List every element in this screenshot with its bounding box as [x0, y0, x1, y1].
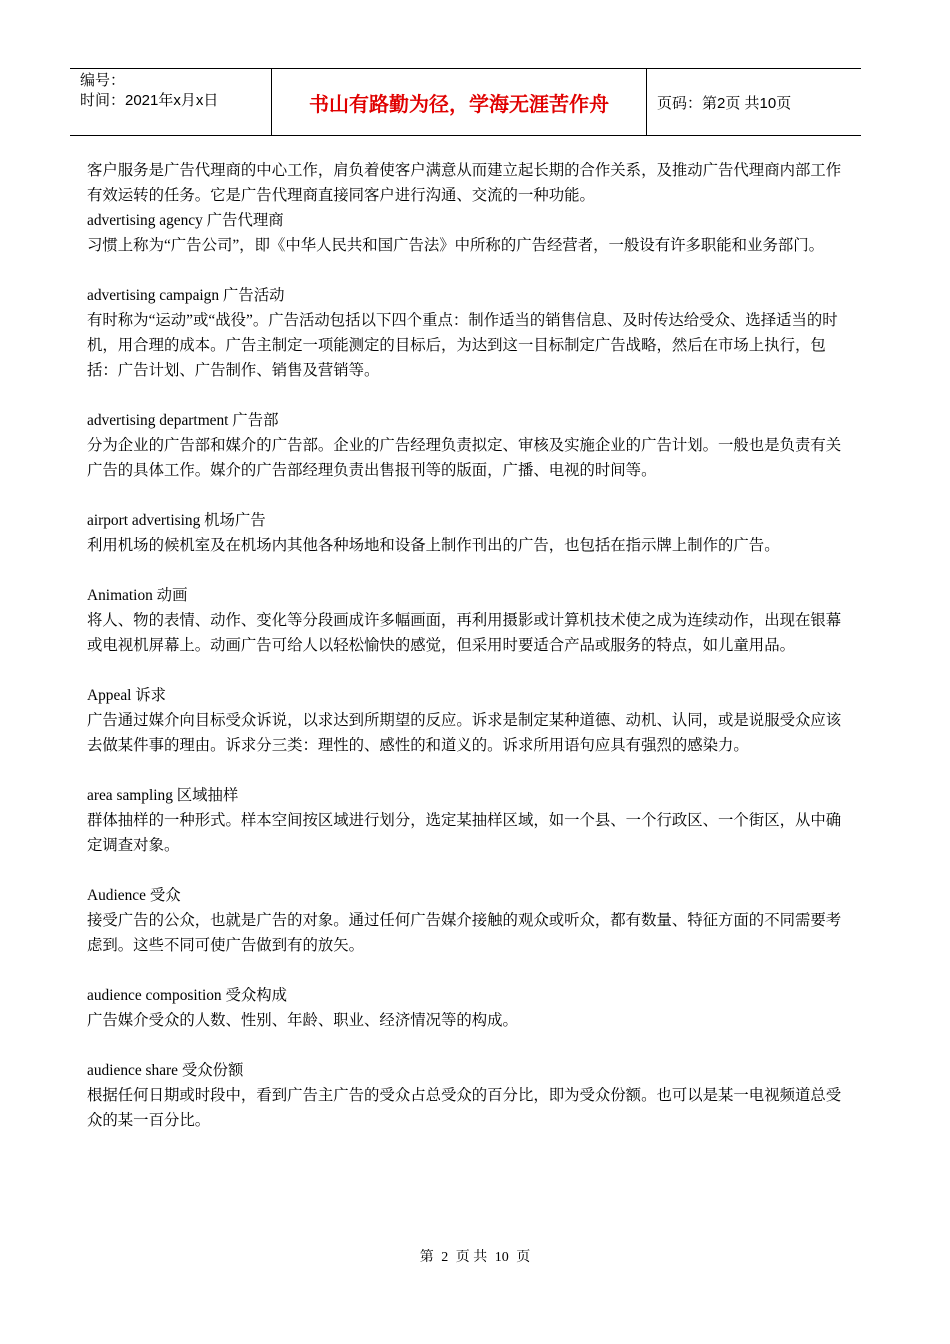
- entry-term: advertising agency 广告代理商: [87, 212, 284, 229]
- entry-definition: 广告媒介受众的人数、性别、年龄、职业、经济情况等的构成。: [87, 1012, 518, 1029]
- entry-term: audience composition 受众构成: [87, 987, 288, 1004]
- entry-definition: 广告通过媒介向目标受众诉说，以求达到所期望的反应。诉求是制定某种道德、动机、认同，或是说服受众应该去做某件事的理由。诉求分三类：理性的、感性的和道义的。诉求所用语句应具有强烈的感染力。: [87, 712, 842, 754]
- glossary-entry: [87, 883, 855, 958]
- intro-paragraph: 客户服务是广告代理商的中心工作，肩负着使客户满意从而建立起长期的合作关系，及推动广告代理商内部工作有效运转的任务。它是广告代理商直接同客户进行沟通、交流的一种功能。: [87, 162, 842, 204]
- entry-definition: 接受广告的公众，也就是广告的对象。通过任何广告媒介接触的观众或听众，都有数量、特征方面的不同需要考虑到。这些不同可使广告做到有的放矢。: [87, 912, 842, 954]
- footer-middle: 页 共: [455, 1250, 488, 1265]
- entry-definition: 根据任何日期或时段中，看到广告主广告的受众占总受众的百分比，即为受众份额。也可以是某一电视频道总受众的某一百分比。: [87, 1087, 842, 1129]
- entry-term: audience share 受众份额: [87, 1062, 244, 1079]
- document-body: [87, 158, 855, 1158]
- entry-term: advertising campaign 广告活动: [87, 287, 285, 304]
- entry-definition: 利用机场的候机室及在机场内其他各种场地和设备上制作刊出的广告，也包括在指示牌上制作的广告。: [87, 537, 780, 554]
- glossary-entry: [87, 408, 855, 483]
- entry-term: Appeal 诉求: [87, 687, 167, 704]
- entry-definition: 习惯上称为“广告公司”，即《中华人民共和国广告法》中所称的广告经营者，一般设有许多职能和业务部门。: [87, 237, 825, 254]
- header-page-number: 页码：第2页 共10页: [657, 94, 792, 112]
- header-number: 编号：: [80, 72, 126, 89]
- footer-suffix: 页: [516, 1250, 531, 1265]
- page-footer: [0, 1246, 950, 1266]
- footer-total-pages: 10: [494, 1250, 509, 1265]
- entry-term: advertising department 广告部: [87, 412, 279, 429]
- header-meta: [70, 69, 272, 135]
- glossary-entry: [87, 1058, 855, 1133]
- page-header: [70, 68, 861, 136]
- entry-definition: 分为企业的广告部和媒介的广告部。企业的广告经理负责拟定、审核及实施企业的广告计划。一般也是负责有关广告的具体工作。媒介的广告部经理负责出售报刊等的版面，广播、电视的时间等。: [87, 437, 842, 479]
- entry-definition: 群体抽样的一种形式。样本空间按区域进行划分，选定某抽样区域，如一个县、一个行政区、一个街区，从中确定调查对象。: [87, 812, 842, 854]
- entry-term: Audience 受众: [87, 887, 181, 904]
- glossary-entry: [87, 783, 855, 858]
- entry-term: Animation 动画: [87, 587, 188, 604]
- glossary-entry: [87, 508, 855, 558]
- glossary-entry: [87, 583, 855, 658]
- glossary-entry: [87, 683, 855, 758]
- entry-term: airport advertising 机场广告: [87, 512, 266, 529]
- footer-current-page: 2: [441, 1250, 449, 1265]
- glossary-entry: [87, 208, 855, 258]
- glossary-entry: [87, 283, 855, 383]
- glossary-entry: [87, 983, 855, 1033]
- header-motto: 书山有路勤为径，学海无涯苦作舟: [272, 69, 647, 135]
- footer-prefix: 第: [419, 1250, 434, 1265]
- header-time: 时间：2021年x月x日: [80, 92, 219, 109]
- entry-definition: 将人、物的表情、动作、变化等分段画成许多幅画面，再利用摄影或计算机技术使之成为连续动作，出现在银幕或电视机屏幕上。动画广告可给人以轻松愉快的感觉，但采用时要适合产品或服务的特点，如儿童用品。: [87, 612, 842, 654]
- entry-definition: 有时称为“运动”或“战役”。广告活动包括以下四个重点：制作适当的销售信息、及时传达给受众、选择适当的时机，用合理的成本。广告主制定一项能测定的目标后，为达到这一目标制定广告战略，然后在市场上执行，包括：广告计划、广告制作、销售及营销等。: [87, 312, 838, 379]
- entry-term: area sampling 区域抽样: [87, 787, 239, 804]
